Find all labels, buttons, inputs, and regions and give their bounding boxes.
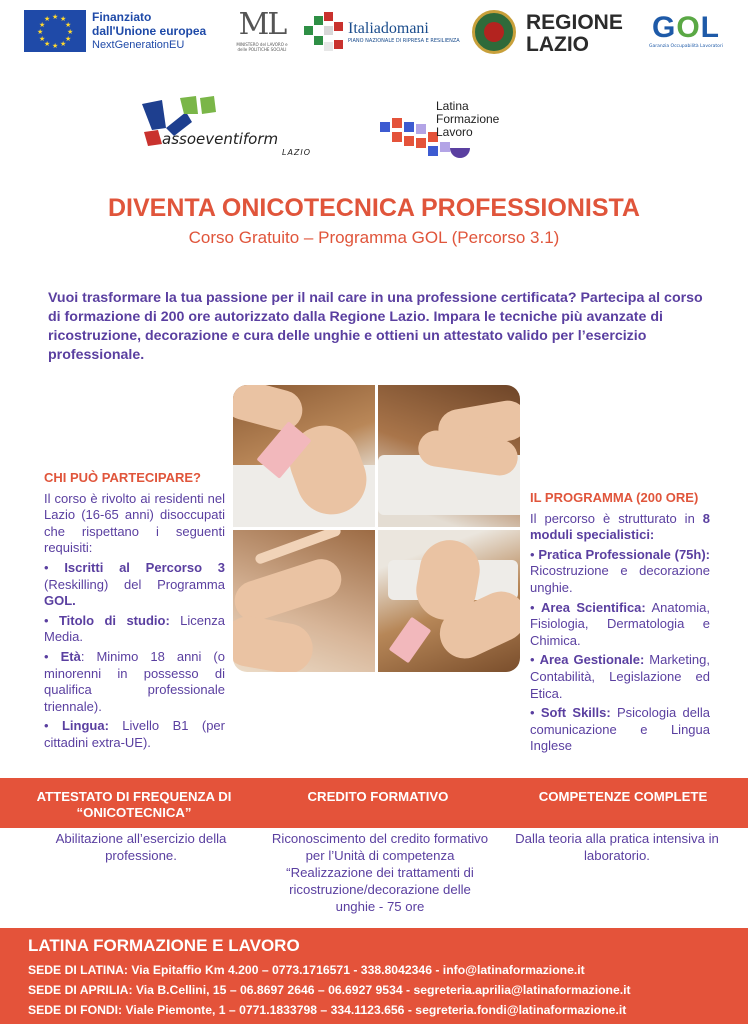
footer-title: LATINA FORMAZIONE E LAVORO: [28, 936, 300, 955]
benefits-band: [0, 778, 748, 828]
eligibility-item: [44, 649, 225, 715]
bullet: •: [44, 648, 61, 664]
footer-line-aprilia: SEDE DI APRILIA: Via B.Cellini, 15 – 06.8697 2646 – 06.6927 9534 - segreteria.aprilia@latinaformazione.it: [28, 983, 631, 997]
program-intro-text: Il percorso è strutturato in: [530, 510, 703, 526]
latina-formazione-logo: [376, 98, 526, 168]
program-intro-bold: 8 moduli specialistici:: [530, 510, 710, 543]
eligibility-heading: CHI PUÒ PARTECIPARE?: [44, 470, 201, 485]
page-subtitle: Corso Gratuito – Programma GOL (Percorso 3.1): [188, 228, 560, 247]
eu-logo: [24, 10, 206, 52]
eu-flag-icon: ★ ★ ★ ★ ★ ★ ★ ★ ★ ★ ★ ★: [24, 10, 86, 52]
item-text: (Reskilling) del Programma: [44, 576, 225, 592]
ministero-logo: [232, 8, 292, 60]
bullet: •: [530, 546, 539, 562]
bullet: •: [530, 705, 541, 721]
item-label: Area Gestionale:: [539, 652, 645, 668]
item-label: Titolo di studio:: [58, 612, 170, 628]
footer-line-fondi: SEDE DI FONDI: Viale Piemonte, 1 – 0771.1833798 – 334.1123.656 - segreteria.fondi@latinaformazione.it: [28, 1003, 627, 1017]
regione-lazio-emblem-icon: [472, 10, 516, 54]
program-heading: IL PROGRAMMA (200 ORE): [530, 490, 699, 505]
item-text: Marketing, Contabilità, Legislazione ed Etica.: [530, 652, 710, 701]
bullet: •: [44, 718, 62, 734]
eu-line1: Finanziato: [92, 10, 152, 24]
photo-quadrant: [378, 385, 520, 527]
manicure-photo-collage: [233, 385, 520, 672]
regione-line1: REGIONE: [526, 11, 623, 34]
page-title: DIVENTA ONICOTECNICA PROFESSIONISTA: [108, 194, 640, 222]
item-label: Età: [60, 648, 81, 664]
program-section: [530, 490, 710, 758]
bullet: •: [530, 599, 542, 615]
benefit-text-skills: Dalla teoria alla pratica intensiva in laboratorio.: [515, 831, 719, 863]
item-text: Livello B1 (per cittadini extra-UE).: [44, 718, 225, 750]
eligibility-item: [44, 718, 225, 751]
italiadomani-caption: PIANO NAZIONALE DI RIPRESA E RESILIENZA: [348, 38, 460, 44]
eligibility-item: [44, 560, 225, 610]
bullet: •: [44, 559, 65, 575]
italiadomani-name: Italiadomani: [348, 20, 429, 37]
assoeventiform-name: assoeventiform: [162, 130, 279, 148]
program-intro: [530, 511, 710, 544]
photo-quadrant: [233, 530, 375, 672]
assoeventiform-logo: [140, 92, 340, 162]
gol-o: O: [676, 11, 701, 44]
italiadomani-grid-icon: [304, 12, 348, 52]
gol-logo: [646, 12, 726, 50]
benefit-text-credit: Riconoscimento del credito formativo per l’Unità di competenza “Realizzazione dei trattamenti di ricostruzione/decorazione delle unghie - 75 ore: [271, 831, 489, 914]
gol-l: L: [700, 11, 720, 44]
eu-line2: dall'Unione europea: [92, 24, 207, 38]
item-label: Soft Skills:: [540, 705, 611, 721]
item-text: Anatomia, Fisiologia, Dermatologia e Chimica.: [530, 599, 710, 648]
ministero-mark: ML: [238, 7, 286, 42]
bullet: •: [44, 612, 59, 628]
contact-footer: [0, 928, 748, 1024]
partner-logos: [0, 6, 748, 62]
program-item: [530, 652, 710, 702]
program-item: [530, 547, 710, 597]
benefit-text-certificate: Abilitazione all’esercizio della professione.: [55, 831, 227, 863]
item-label: Pratica Professionale (75h):: [538, 546, 710, 562]
item-text: Licenza Media.: [44, 612, 225, 645]
benefit-heading-skills: COMPETENZE COMPLETE: [538, 789, 708, 804]
item-label: GOL.: [44, 593, 76, 609]
benefit-heading-certificate: ATTESTATO DI FREQUENZA DI “ONICOTECNICA”: [36, 789, 232, 820]
eligibility-intro: Il corso è rivolto ai residenti nel Lazio (16-65 anni) disoccupati che rispettano i seguenti requisiti:: [44, 490, 225, 556]
item-text: Ricostruzione e decorazione unghie.: [530, 563, 710, 595]
italiadomani-logo: [304, 12, 460, 52]
program-item: [530, 705, 710, 755]
assoeventiform-sub: LAZIO: [282, 148, 312, 157]
intro-paragraph: Vuoi trasformare la tua passione per il nail care in una professione certificata? Partecipa al corso di formazione di 200 ore autorizzato dalla Regione Lazio. Impara le tecniche più avanzate di ricostruzione, decorazione e cura delle unghie e ottieni un attestato valido per l’esercizio professionale.: [48, 290, 703, 363]
eligibility-section: [44, 470, 225, 755]
ministero-caption: MINISTERO del LAVORO e delle POLITICHE SOCIALI: [236, 42, 288, 52]
bullet: •: [530, 652, 540, 668]
gol-caption: Garanzia Occupabilità Lavoratori: [649, 44, 723, 49]
program-item: [530, 600, 710, 650]
latina-line2: Formazione: [436, 112, 500, 126]
eu-line3: NextGenerationEU: [92, 39, 185, 51]
latina-line1: Latina: [436, 99, 469, 113]
item-label: Iscritti al Percorso 3: [64, 559, 226, 575]
benefits-descriptions: [0, 830, 748, 915]
benefit-heading-credit: CREDITO FORMATIVO: [307, 789, 449, 804]
photo-quadrant: [233, 385, 375, 527]
gol-g: G: [651, 11, 677, 44]
eligibility-item: [44, 613, 225, 646]
footer-line-latina: SEDE DI LATINA: Via Epitaffio Km 4.200 – 0773.1716571 - 338.8042346 - info@latinaformazione.it: [28, 963, 585, 977]
latina-line3: Lavoro: [436, 125, 473, 139]
regione-lazio-logo: [526, 12, 623, 56]
item-label: Lingua:: [61, 718, 109, 734]
regione-line2: LAZIO: [526, 33, 589, 56]
item-text: : Minimo 18 anni (o minorenni in possesso di qualifica professionale triennale).: [44, 648, 225, 714]
photo-quadrant: [378, 530, 520, 672]
item-label: Area Scientifica:: [541, 599, 646, 615]
item-text: Psicologia della comunicazione e Lingua Inglese: [530, 705, 710, 754]
